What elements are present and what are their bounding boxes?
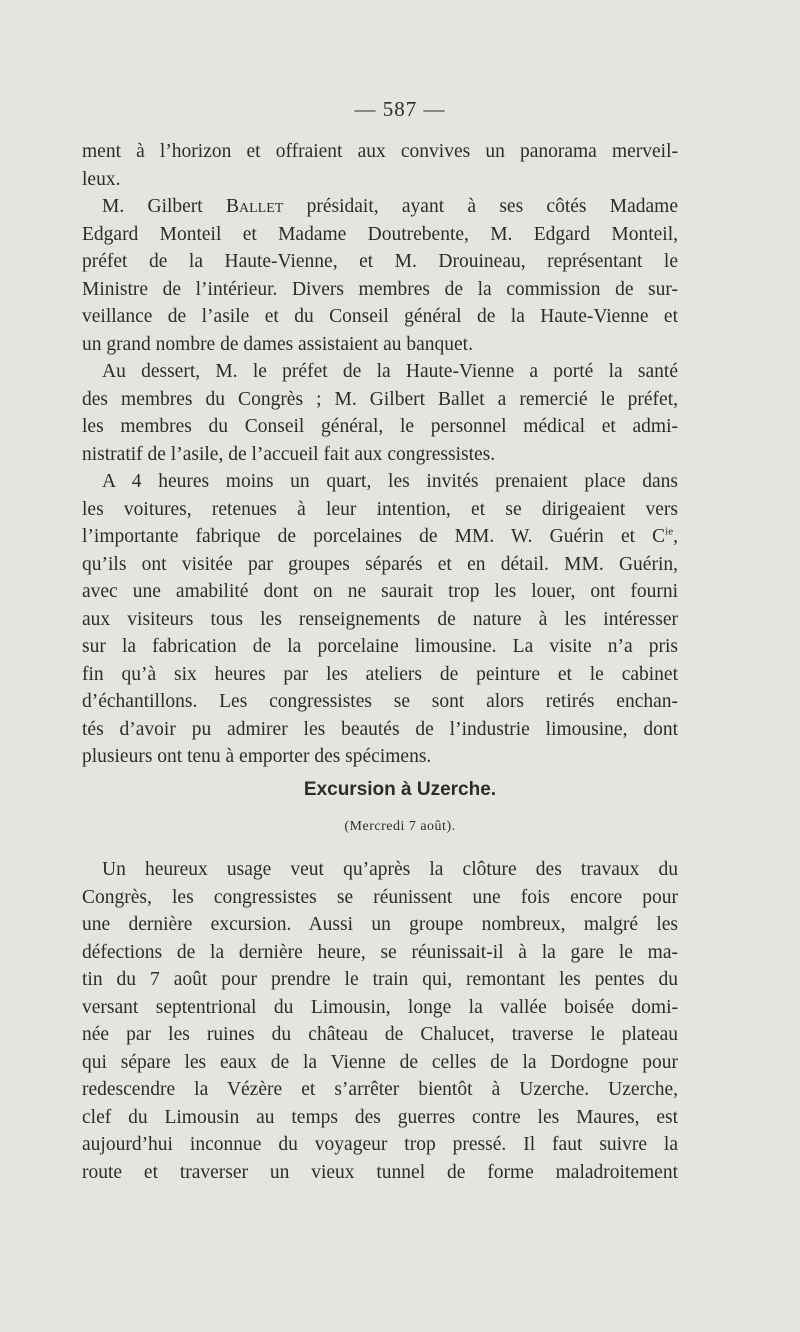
text-line: préfet de la Haute-Vienne, et M. Drouineau, représentant le	[82, 251, 678, 272]
text-line: aujourd’hui inconnue du voyageur trop pressé. Il faut suivre la	[82, 1134, 678, 1155]
section-heading: Excursion à Uzerche.	[303, 779, 497, 800]
text-line: l’importante fabrique de porcelaines de MM. W. Guérin et $C^{ie}$,	[82, 525, 678, 547]
text-line: qui sépare les eaux de la Vienne de celles de la Dordogne pour	[82, 1051, 678, 1073]
name-ballet: Ballet	[226, 196, 284, 217]
text-line: tés d’avoir pu admirer les beautés de l’industrie limousine, dont	[82, 718, 678, 740]
text-line: versant septentrional du Limousin, longe la vallée boisée domi-	[82, 996, 678, 1018]
text-line: Edgard Monteil et Madame Doutrebente, M. Edgard Monteil,	[82, 223, 678, 245]
paragraph-3	[82, 358, 678, 468]
text-line: Un heureux usage veut qu’après la clôture des travaux du	[102, 859, 678, 880]
text-line: avec une amabilité dont on ne saurait trop les louer, ont fourni	[82, 581, 678, 602]
text-line: les voitures, retenues à leur intention, et se dirigeaient vers	[82, 498, 678, 520]
text-line: Congrès, les congressistes se réunissent une fois encore pour	[82, 886, 678, 908]
text-line: route et traverser un vieux tunnel de forme maladroitement	[82, 1161, 678, 1183]
text-line: Au dessert, M. le préfet de la Haute-Vienne a porté la santé	[102, 361, 678, 382]
text-line: sur la fabrication de la porcelaine limousine. La visite n’a pris	[82, 636, 678, 657]
text-line: redescendre la Vézère et s’arrêter bientôt à Uzerche. Uzerche,	[82, 1079, 678, 1100]
text-line: qu’ils ont visitée par groupes séparés et en détail. MM. Guérin,	[82, 553, 678, 575]
text-line: tin du 7 août pour prendre le train qui, remontant les pentes du	[82, 969, 678, 990]
text-line: veillance de l’asile et du Conseil général de la Haute-Vienne et	[82, 306, 678, 327]
text-line: d’échantillons. Les congressistes se sont alors retirés enchan-	[82, 691, 678, 712]
paragraph-4	[82, 468, 678, 771]
page-number: — 587 —	[354, 97, 446, 121]
text-line: née par les ruines du château de Chalucet, traverse le plateau	[82, 1024, 678, 1045]
paragraph-2	[82, 193, 678, 358]
paragraph-1	[82, 138, 678, 193]
text-line: des membres du Congrès ; M. Gilbert Ballet a remercié le préfet,	[82, 388, 678, 410]
text-line: M. Gilbert Ballet présidait, ayant à ses côtés Madame	[102, 196, 678, 217]
text-line: clef du Limousin au temps des guerres contre les Maures, est	[82, 1106, 678, 1128]
text-line: plusieurs ont tenu à emporter des spécimens.	[82, 746, 432, 767]
text-line: A 4 heures moins un quart, les invités prenaient place dans	[102, 471, 678, 492]
section-date: (Mercredi 7 août).	[344, 819, 456, 834]
text-line: une dernière excursion. Aussi un groupe nombreux, malgré les	[82, 914, 678, 935]
text-line: leux.	[82, 168, 121, 190]
text-line: aux visiteurs tous les renseignements de nature à les intéresser	[82, 608, 678, 630]
text-line: Ministre de l’intérieur. Divers membres de la commission de sur-	[82, 278, 678, 300]
text-line: ment à l’horizon et offraient aux convives un panorama merveil-	[82, 141, 678, 162]
text-line: défections de la dernière heure, se réunissait-il à la gare le ma-	[82, 941, 678, 963]
text-line: fin qu’à six heures par les ateliers de peinture et le cabinet	[82, 663, 678, 685]
text-line: nistratif de l’asile, de l’accueil fait aux congressistes.	[82, 443, 496, 465]
paragraph-5	[82, 856, 678, 1186]
text-line: un grand nombre de dames assistaient au banquet.	[82, 333, 473, 355]
text-line: les membres du Conseil général, le personnel médical et admi-	[82, 416, 678, 437]
